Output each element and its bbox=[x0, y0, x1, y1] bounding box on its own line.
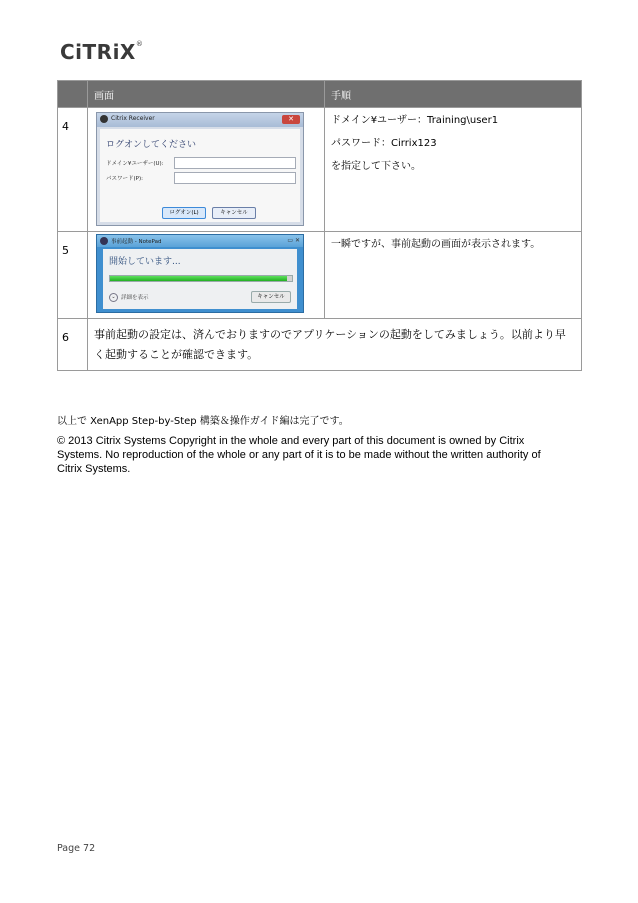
step-cell bbox=[325, 108, 582, 232]
header-no bbox=[58, 81, 88, 108]
logo-registered-mark: ® bbox=[135, 40, 144, 48]
citrix-logo bbox=[60, 40, 143, 64]
step-line: ドメイン¥ユーザー：Training\user1 bbox=[331, 115, 499, 126]
domain-user-field bbox=[174, 157, 296, 169]
table-row bbox=[58, 319, 582, 371]
domain-user-label: ドメイン¥ユーザー(U): bbox=[106, 161, 164, 167]
password-field bbox=[174, 172, 296, 184]
table-header-row bbox=[58, 81, 582, 108]
step-cell bbox=[325, 232, 582, 319]
password-label: パスワード(P): bbox=[106, 176, 143, 182]
row-number: 5 bbox=[58, 232, 88, 319]
receiver-icon bbox=[100, 115, 108, 123]
steps-table bbox=[57, 80, 582, 371]
copyright-notice: © 2013 Citrix Systems Copyright in the whole and every part of this document is owned by Citrix Systems. No reproduction of the whole or any part of it is to be made without the written authority of Citrix Systems. bbox=[57, 435, 541, 475]
citrix-receiver-dialog bbox=[96, 112, 304, 226]
step-line: パスワード：Cirrix123 bbox=[331, 138, 437, 149]
header-screen: 画面 bbox=[88, 81, 325, 108]
show-details-label: 詳細を表示 bbox=[121, 295, 149, 301]
table-row bbox=[58, 108, 582, 232]
dialog-heading: ログオンしてください bbox=[106, 140, 197, 150]
dialog-titlebar bbox=[97, 113, 303, 127]
screen-cell bbox=[88, 232, 325, 319]
window-body bbox=[103, 249, 297, 309]
window-titlebar bbox=[97, 235, 303, 247]
close-icon: ✕ bbox=[282, 115, 300, 124]
logo-text: CiTRiX bbox=[60, 40, 136, 64]
merged-cell bbox=[88, 319, 582, 371]
logon-button: ログオン(L) bbox=[162, 207, 206, 219]
row-number: 6 bbox=[58, 319, 88, 371]
page-number: Page 72 bbox=[57, 843, 96, 854]
show-details bbox=[109, 293, 149, 302]
progress-fill bbox=[110, 276, 287, 281]
screen-cell bbox=[88, 108, 325, 232]
progress-heading: 開始しています... bbox=[109, 257, 181, 267]
dialog-title: Citrix Receiver bbox=[111, 115, 155, 122]
cancel-button: キャンセル bbox=[251, 291, 291, 303]
header-step: 手順 bbox=[325, 81, 582, 108]
expand-icon: ⌄ bbox=[109, 293, 118, 302]
window-controls-icon: ▭ ✕ bbox=[287, 237, 300, 244]
app-icon bbox=[100, 237, 108, 245]
window-title: 事前起動 - NotePad bbox=[111, 239, 162, 245]
closing-text: 以上で XenApp Step-by-Step 構築＆操作ガイド編は完了です。 bbox=[57, 416, 349, 427]
step-line: 一瞬ですが、事前起動の画面が表示されます。 bbox=[331, 239, 541, 250]
progress-bar bbox=[109, 275, 293, 282]
step-line: を指定して下さい。 bbox=[331, 161, 421, 172]
row-text: 事前起動の設定は、済んでおりますのでアプリケーションの起動をしてみましょう。以前より早く起動することが確認できます。 bbox=[94, 328, 566, 361]
table-row bbox=[58, 232, 582, 319]
cancel-button: キャンセル bbox=[212, 207, 256, 219]
row-number: 4 bbox=[58, 108, 88, 232]
dialog-body bbox=[100, 129, 300, 222]
prelaunch-window bbox=[96, 234, 304, 313]
